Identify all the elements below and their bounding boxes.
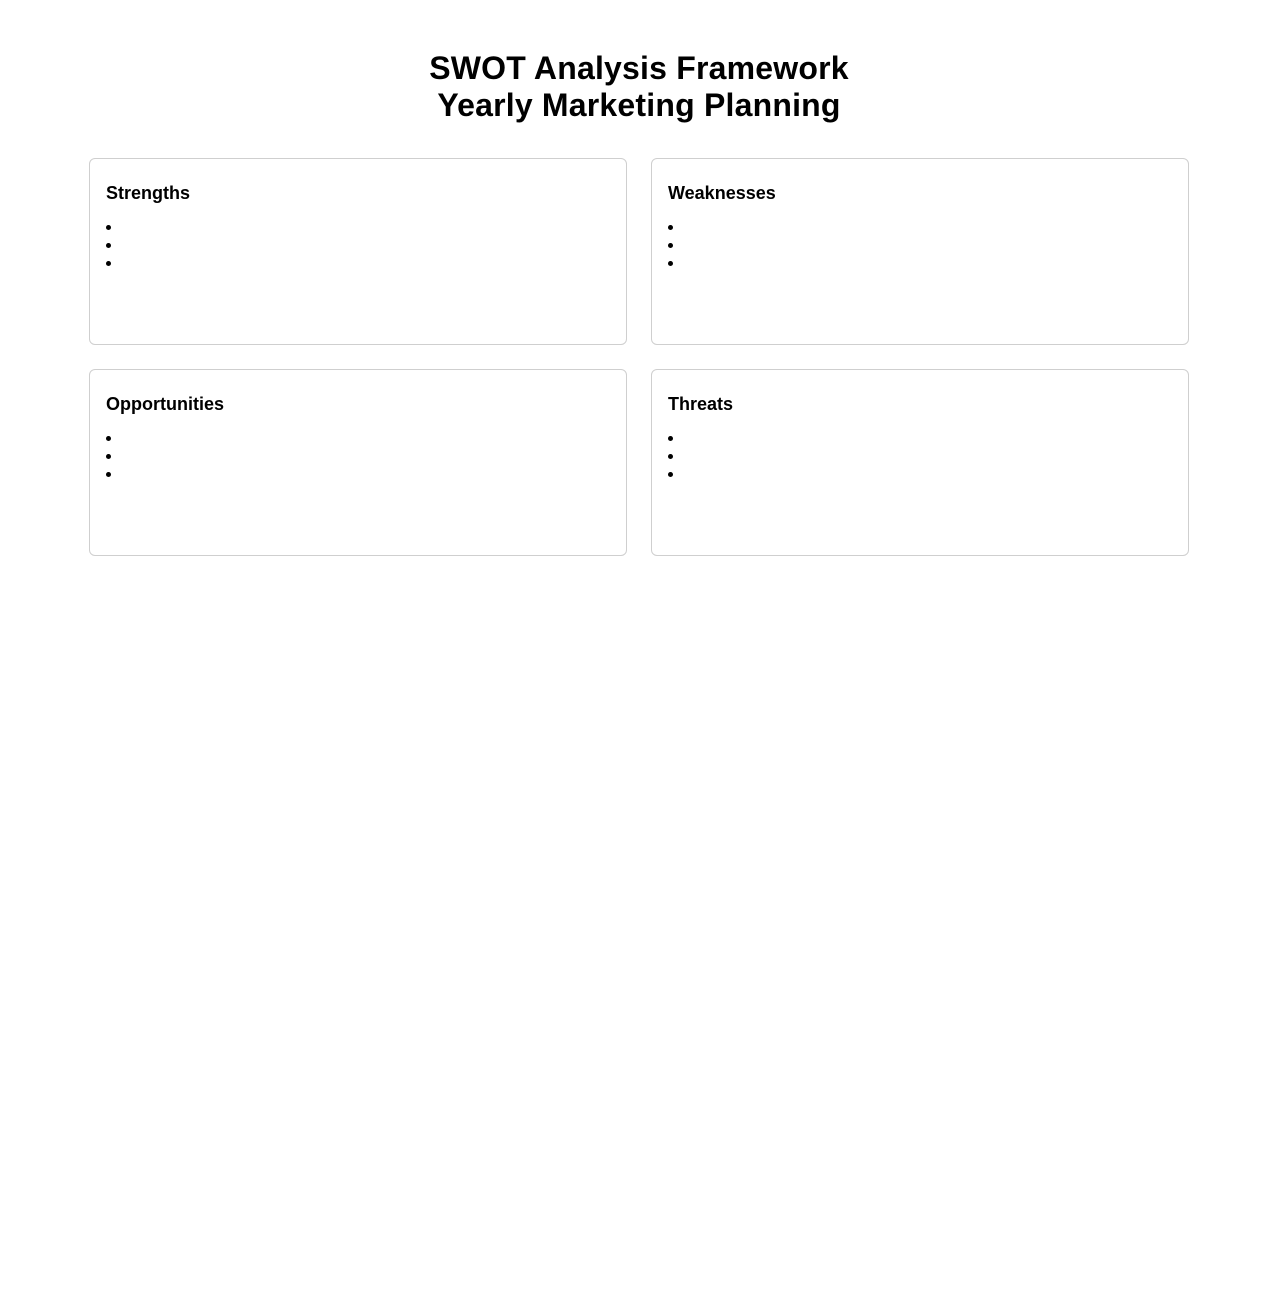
list-item [106,430,610,448]
list-item [106,237,610,255]
bullet-icon [106,225,111,230]
bullet-icon [668,472,673,477]
bullet-icon [668,225,673,230]
page-title [0,50,1278,124]
bullet-icon [106,472,111,477]
threats-list [668,430,1172,484]
bullet-icon [106,436,111,441]
bullet-icon [668,454,673,459]
opportunities-heading: Opportunities [106,394,224,414]
title-line-2: Yearly Marketing Planning [437,87,841,123]
threats-heading: Threats [668,394,734,414]
bullet-icon [668,436,673,441]
bullet-icon [106,243,111,248]
weaknesses-list [668,219,1172,273]
bullet-icon [668,243,673,248]
list-item [668,255,1172,273]
bullet-icon [106,261,111,266]
title-line-1: SWOT Analysis Framework [429,50,849,86]
opportunities-list [106,430,610,484]
threats-quadrant [651,369,1189,556]
list-item [668,219,1172,237]
list-item [668,430,1172,448]
list-item [106,466,610,484]
list-item [668,466,1172,484]
bullet-icon [106,454,111,459]
weaknesses-quadrant [651,158,1189,345]
swot-grid [89,158,1189,556]
strengths-list [106,219,610,273]
list-item [106,255,610,273]
list-item [668,237,1172,255]
strengths-heading: Strengths [106,183,191,203]
list-item [106,448,610,466]
bullet-icon [668,261,673,266]
weaknesses-heading: Weaknesses [668,183,776,203]
list-item [106,219,610,237]
list-item [668,448,1172,466]
strengths-quadrant [89,158,627,345]
opportunities-quadrant [89,369,627,556]
